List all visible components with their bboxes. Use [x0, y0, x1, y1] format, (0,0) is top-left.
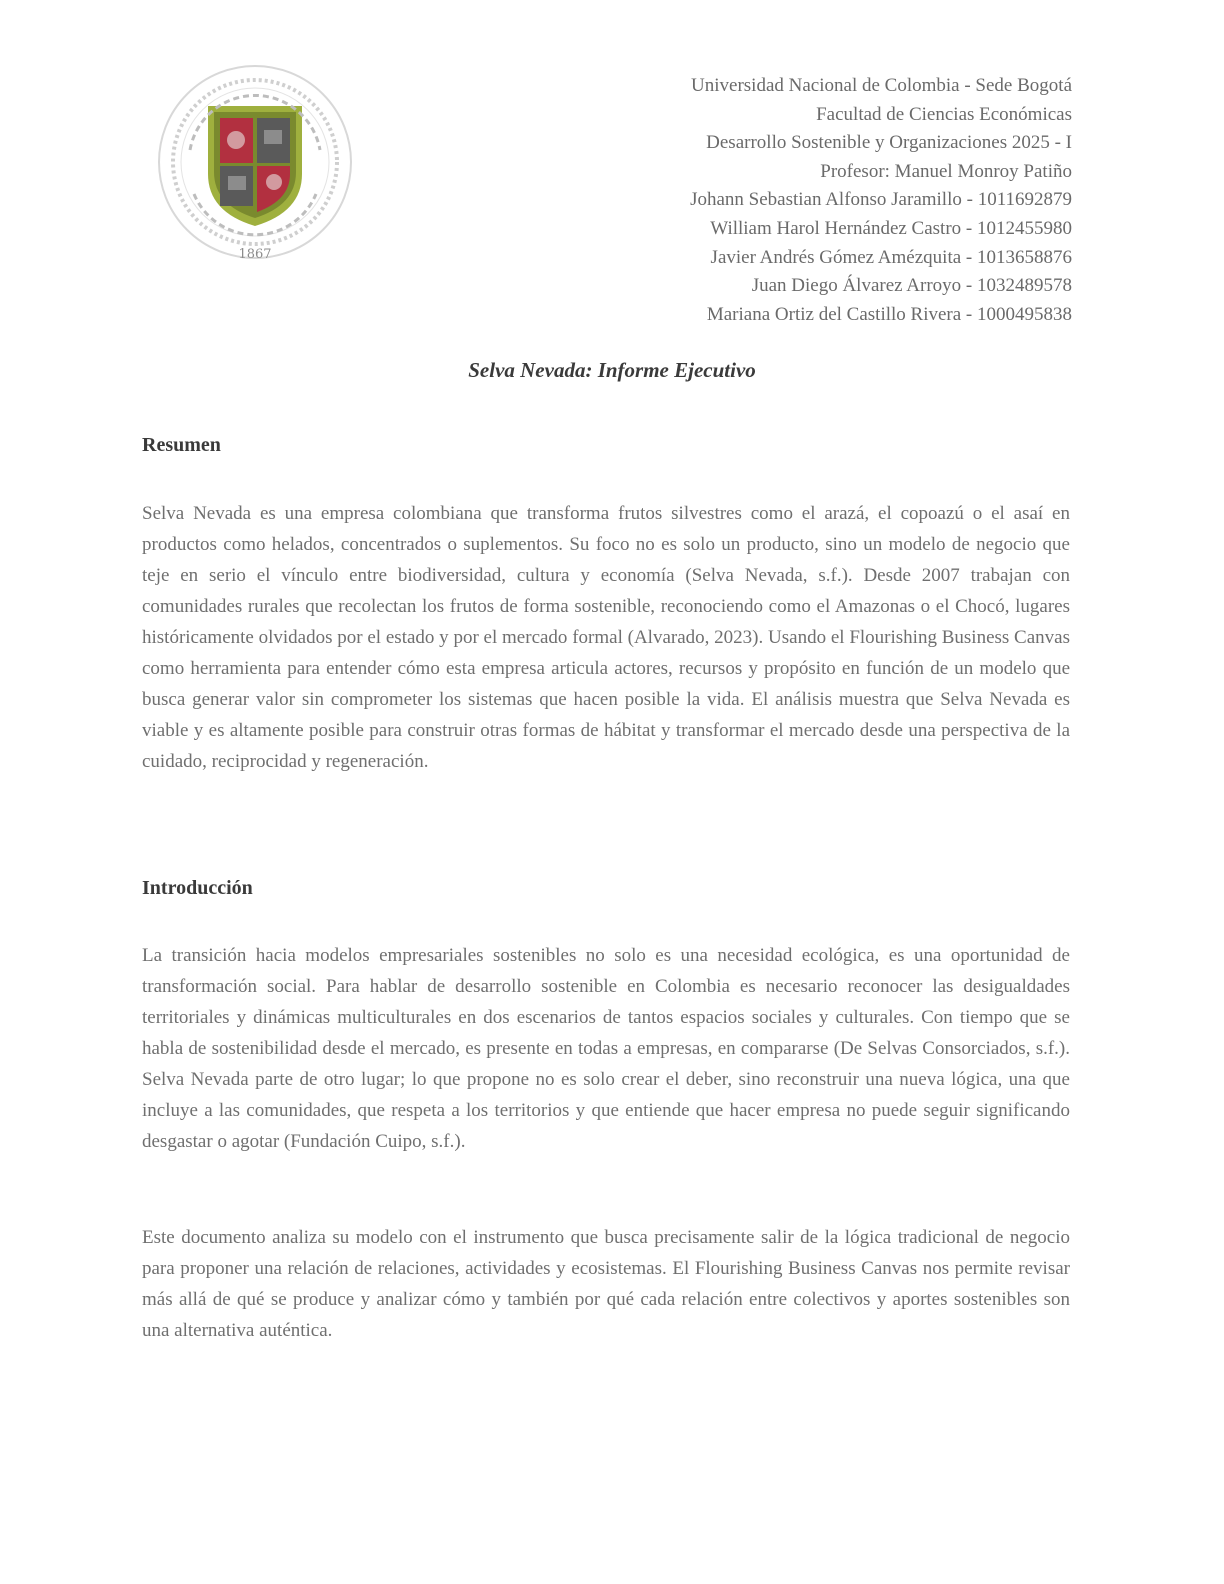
header-line-student-3: Javier Andrés Gómez Amézquita - 1013658876 [710, 246, 1072, 268]
header-line-course: Desarrollo Sostenible y Organizaciones 2025 - I [706, 132, 1072, 154]
header-line-faculty: Facultad de Ciencias Económicas [816, 103, 1072, 125]
paragraph-resumen: Selva Nevada es una empresa colombiana que transforma frutos silvestres como el arazá, el copoazú o el asaí en productos como helados, concentrados o suplementos. Su foco no es solo un producto, sino un modelo de negocio que teje en serio el vínculo entre biodiversidad, cultura y economía (Selva Nevada, s.f.). Desde 2007 trabajan con comunidades rurales que recolectan los frutos de forma sostenible, reconociendo como el Amazonas o el Chocó, lugares históricamente olvidados por el estado y por el mercado formal (Alvarado, 2023). Usando el Flourishing Business Canvas como herramienta para entender cómo esta empresa articula actores, recursos y propósito en función de un modelo que busca generar valor sin comprometer los sistemas que hacen posible la vida. El análisis muestra que Selva Nevada es viable y es altamente posible para construir otras formas de hábitat y transformar el mercado desde una perspectiva de la cuidado, reciprocidad y regeneración. [142, 503, 1070, 772]
university-seal-logo [150, 62, 360, 272]
header-line-student-1: Johann Sebastian Alfonso Jaramillo - 1011692879 [690, 189, 1072, 211]
paragraph-introduccion-2: Este documento analiza su modelo con el instrumento que busca precisamente salir de la lógica tradicional de negocio para proponer una relación de relaciones, actividades y ecosistemas. El Flourishing Business Canvas nos permite revisar más allá de qué se produce y analizar cómo y también por qué cada relación entre colectivos y aportes sostenibles son una alternativa auténtica. [142, 1227, 1070, 1341]
seal-year: 1867 [238, 247, 272, 262]
header-line-university: Universidad Nacional de Colombia - Sede Bogotá [691, 75, 1072, 96]
author-info-block [512, 72, 1072, 329]
document-title: Selva Nevada: Informe Ejecutivo [468, 358, 756, 382]
header-line-student-2: William Harol Hernández Castro - 1012455980 [710, 217, 1072, 239]
header-line-student-4: Juan Diego Álvarez Arroyo - 1032489578 [751, 275, 1072, 297]
header-line-professor: Profesor: Manuel Monroy Patiño [820, 160, 1072, 182]
paragraph-introduccion-1: La transición hacia modelos empresariales sostenibles no solo es una necesidad ecológica, es una oportunidad de transformación social. Para hablar de desarrollo sostenible en Colombia es necesario reconocer las desigualdades territoriales y dinámicas multiculturales en dos escenarios de tantos espacios sociales y culturales. Con tiempo que se habla de sostenibilidad desde el mercado, es presente en todas a empresas, en compararse (De Selvas Consorciados, s.f.). Selva Nevada parte de otro lugar; lo que propone no es solo crear el deber, sino reconstruir una nueva lógica, una que incluye a las comunidades, que respeta a los territorios y que entiende que hacer empresa no puede seguir significando desgastar o agotar (Fundación Cuipo, s.f.). [142, 945, 1070, 1152]
section-heading-introduccion: Introducción [142, 877, 253, 899]
header-line-student-5: Mariana Ortiz del Castillo Rivera - 1000495838 [706, 303, 1072, 325]
section-heading-resumen: Resumen [142, 434, 221, 456]
